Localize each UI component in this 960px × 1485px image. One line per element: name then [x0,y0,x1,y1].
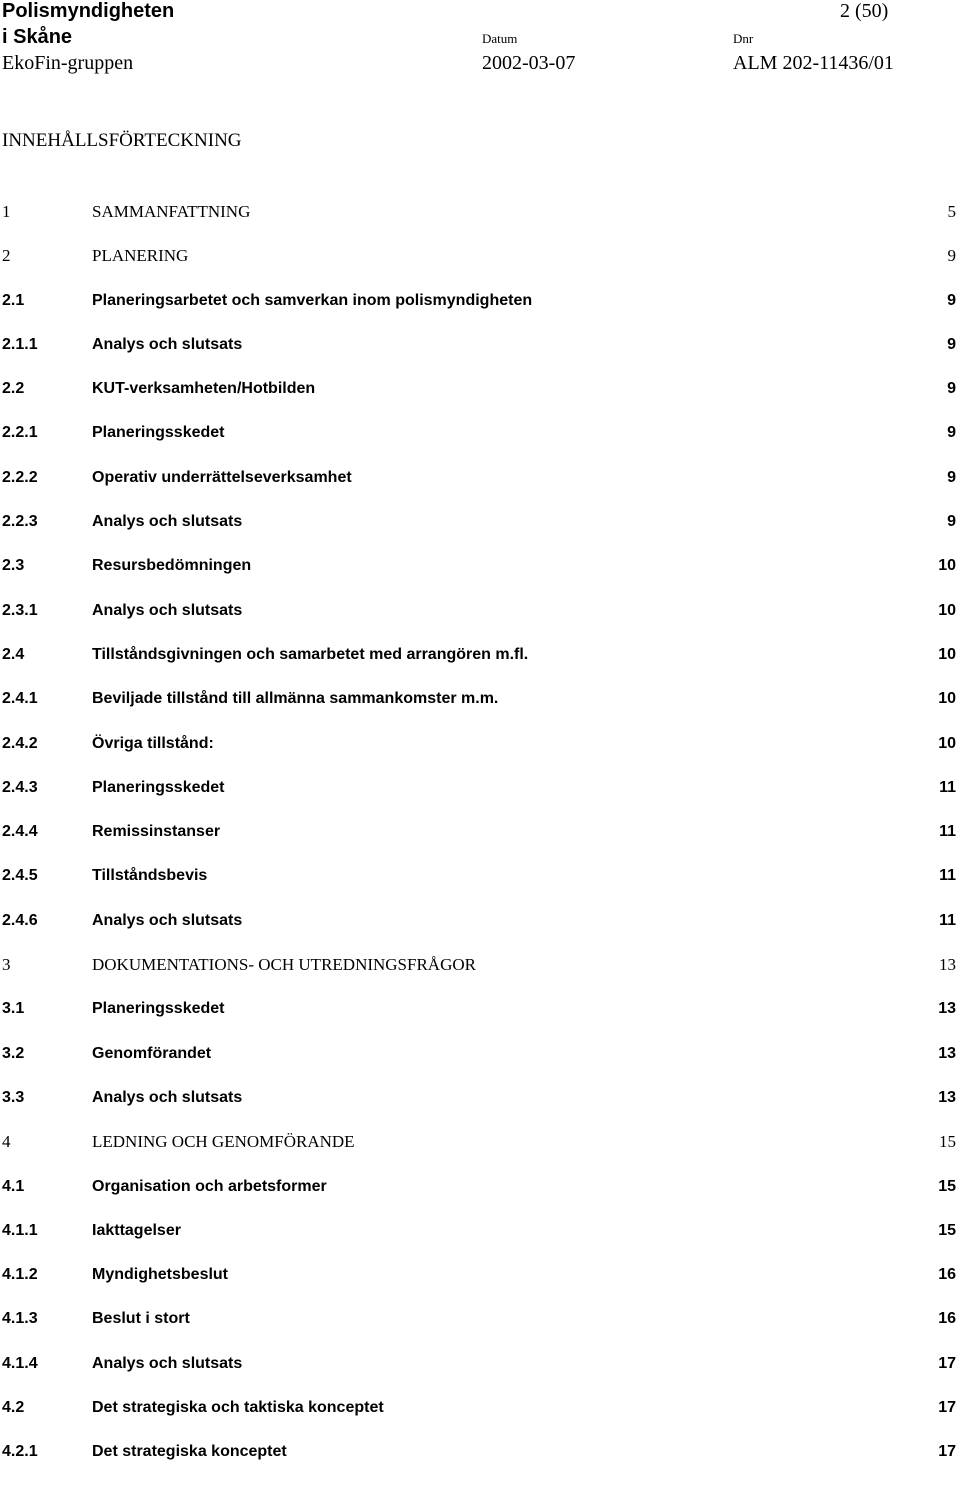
toc-entry-title: Myndighetsbeslut [92,1266,229,1284]
toc-entry-page: 17 [938,1354,956,1372]
toc-entry[interactable] [0,244,960,288]
toc-entry[interactable] [0,200,960,244]
toc-title: INNEHÅLLSFÖRTECKNING [2,130,242,151]
toc-entry-title: Planeringsskedet [92,778,225,796]
toc-entry[interactable] [0,776,960,820]
toc-entry-number: 4.1.1 [2,1221,38,1239]
toc-entry-title: Övriga tillstånd: [92,734,214,752]
toc-entry-number: 2.2.2 [2,468,38,486]
toc-entry[interactable] [0,377,960,421]
toc-entry-page: 11 [939,823,956,841]
toc-entry-number: 2.4.2 [2,734,38,752]
toc-entry-title: Analys och slutsats [92,911,243,929]
toc-entry-title: Tillståndsgivningen och samarbetet med arrangören m.fl. [92,645,529,663]
toc-entry-title: Resursbedömningen [92,557,252,575]
toc-entry[interactable] [0,1086,960,1130]
toc-entry-page: 9 [947,246,956,266]
toc-entry-number: 3.3 [2,1088,25,1106]
toc-entry-title: Det strategiska och taktiska konceptet [92,1399,384,1417]
toc-entry-title: Operativ underrättelseverksamhet [92,468,352,486]
toc-entry-page: 11 [939,911,956,929]
toc-entry[interactable] [0,599,960,643]
toc-entry-title: Beviljade tillstånd till allmänna sammankomster m.m. [92,690,499,708]
toc-entry-page: 13 [938,1000,956,1018]
toc-entry-page: 9 [947,335,956,353]
toc-entry-number: 4.1 [2,1177,25,1195]
toc-entry[interactable] [0,864,960,908]
toc-entry-title: Analys och slutsats [92,1088,243,1106]
page-number: 2 (50) [840,0,889,22]
toc-entry-number: 2.4.5 [2,867,38,885]
toc-entry[interactable] [0,1396,960,1440]
toc-entry-page: 11 [939,778,956,796]
toc-entry-page: 10 [938,690,956,708]
toc-entry[interactable] [0,1352,960,1396]
toc-entry[interactable] [0,687,960,731]
toc-entry-page: 9 [947,380,956,398]
toc-entry[interactable] [0,510,960,554]
toc-entry-number: 2.4.4 [2,823,38,841]
toc-entry-title: SAMMANFATTNING [92,202,251,221]
toc-entry[interactable] [0,1175,960,1219]
toc-entry-number: 4.1.4 [2,1354,38,1372]
toc-entry-page: 13 [939,955,956,975]
toc-entry-number: 4.2 [2,1399,25,1417]
toc-entry-page: 9 [947,291,956,309]
toc-entry-number: 4.2.1 [2,1443,38,1461]
toc-entry-title: PLANERING [92,246,189,266]
toc-entry-title: Planeringsarbetet och samverkan inom polismyndigheten [92,291,533,309]
toc-entry[interactable] [0,643,960,687]
toc-entry-number: 2 [2,246,11,266]
toc-entry-number: 3 [2,955,11,975]
toc-entry-title: Beslut i stort [92,1310,190,1328]
toc-entry-page: 13 [938,1044,956,1062]
toc-entry-number: 3.2 [2,1044,25,1062]
toc-entry-page: 15 [939,1132,956,1152]
toc-entry[interactable] [0,289,960,333]
organization-name-line1: Polismyndigheten [2,0,175,22]
toc-entry-title: KUT-verksamheten/Hotbilden [92,380,316,398]
date-label: Datum [482,31,518,46]
toc-entry-title: Planeringsskedet [92,1000,225,1018]
organization-name-line2: i Skåne [2,26,73,48]
toc-entry-title: Analys och slutsats [92,335,243,353]
toc-entry[interactable] [0,909,960,953]
toc-entry-number: 1 [2,202,11,221]
toc-entry-number: 2.3 [2,557,25,575]
toc-entry[interactable] [0,333,960,377]
dnr-label: Dnr [733,31,754,46]
toc-entry-page: 16 [938,1310,956,1328]
toc-entry[interactable] [0,466,960,510]
toc-entry-page: 15 [938,1221,956,1239]
toc-entry-title: DOKUMENTATIONS- OCH UTREDNINGSFRÅGOR [92,955,476,975]
toc-entry-number: 2.4.6 [2,911,38,929]
toc-entry[interactable] [0,1042,960,1086]
toc-entry-page: 10 [938,601,956,619]
toc-entry-number: 2.2.1 [2,424,38,442]
toc-entry-number: 2.4.3 [2,778,38,796]
toc-entry[interactable] [0,997,960,1041]
toc-entry-title: Analys och slutsats [92,601,243,619]
toc-entry[interactable] [0,554,960,598]
department-name: EkoFin-gruppen [2,52,134,74]
toc-entry-page: 17 [938,1443,956,1461]
toc-entry-title: Planeringsskedet [92,424,225,442]
toc-entry[interactable] [0,1440,960,1484]
toc-entry[interactable] [0,820,960,864]
toc-entry-page: 10 [938,734,956,752]
toc-entry-number: 2.4.1 [2,690,38,708]
toc-entry-page: 10 [938,645,956,663]
toc-entry-title: Iakttagelser [92,1221,181,1239]
toc-entry[interactable] [0,953,960,997]
table-of-contents [0,200,960,1485]
toc-entry[interactable] [0,1307,960,1351]
toc-entry[interactable] [0,1130,960,1174]
toc-entry-number: 2.3.1 [2,601,38,619]
toc-entry-title: Analys och slutsats [92,513,243,531]
toc-entry-title: Genomförandet [92,1044,212,1062]
toc-entry-number: 3.1 [2,1000,25,1018]
toc-entry-number: 4 [2,1132,11,1152]
toc-entry-page: 5 [947,202,956,221]
toc-entry-title: Organisation och arbetsformer [92,1177,327,1195]
toc-entry-page: 9 [947,513,956,531]
toc-entry-page: 9 [947,468,956,486]
dnr-value: ALM 202-11436/01 [733,52,894,74]
toc-entry-page: 10 [938,557,956,575]
toc-entry-page: 11 [939,867,956,885]
date-value: 2002-03-07 [482,52,576,74]
toc-entry-number: 2.4 [2,645,25,663]
toc-entry-title: Tillståndsbevis [92,867,208,885]
toc-entry-title: Analys och slutsats [92,1354,243,1372]
toc-entry-number: 4.1.2 [2,1266,38,1284]
toc-entry-title: LEDNING OCH GENOMFÖRANDE [92,1132,355,1152]
toc-entry-page: 16 [938,1266,956,1284]
toc-entry-number: 2.1.1 [2,335,38,353]
toc-entry-page: 13 [938,1088,956,1106]
toc-entry-title: Det strategiska konceptet [92,1443,287,1461]
toc-entry-number: 2.1 [2,291,25,309]
toc-entry-title: Remissinstanser [92,823,221,841]
toc-entry-number: 2.2.3 [2,513,38,531]
toc-entry[interactable] [0,1263,960,1307]
toc-entry[interactable] [0,1219,960,1263]
toc-entry-page: 17 [938,1399,956,1417]
toc-entry-page: 9 [947,424,956,442]
toc-entry-number: 4.1.3 [2,1310,38,1328]
toc-entry-page: 15 [938,1177,956,1195]
toc-entry[interactable] [0,421,960,465]
toc-entry-number: 2.2 [2,380,25,398]
toc-entry[interactable] [0,732,960,776]
